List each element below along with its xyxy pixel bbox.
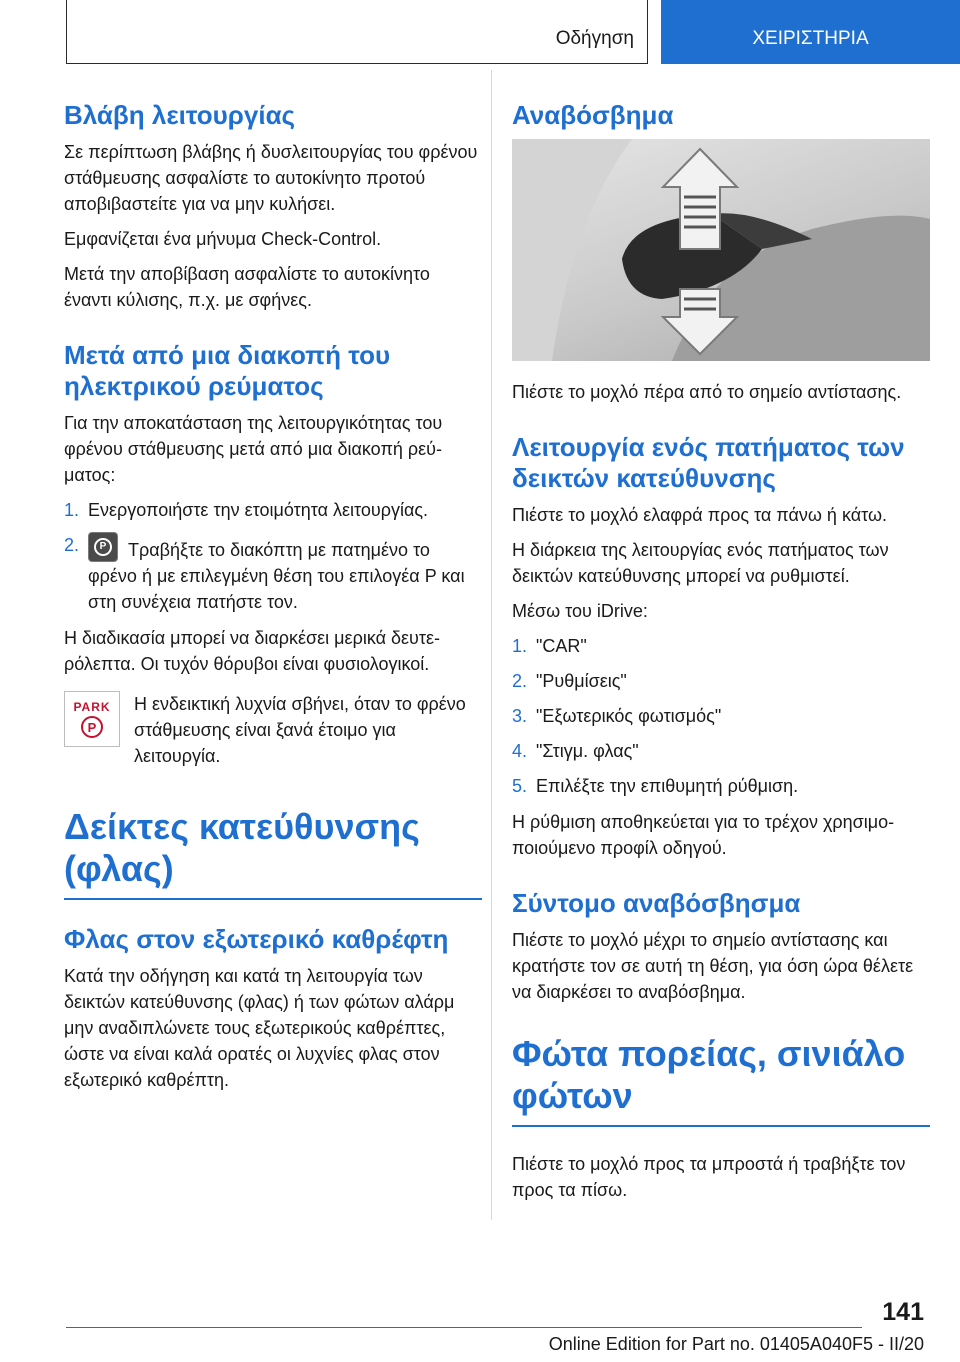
highbeam-p1: Πιέστε το μοχλό προς τα μπροστά ή τραβήξτε τον προς τα πίσω. (512, 1154, 906, 1200)
step-text: "Εξωτερικός φωτισμός" (536, 706, 722, 726)
onetouch-p3: Μέσω του iDrive: (512, 601, 648, 621)
park-indicator-icon (64, 691, 120, 747)
onetouch-p4: Η ρύθμιση αποθηκεύεται για το τρέχον χρησιμοποιούμενο προφίλ οδηγού. (512, 812, 895, 858)
left-column (64, 100, 482, 1102)
column-divider (491, 70, 492, 1220)
step-number: 5. (512, 776, 528, 796)
malfunction-p2: Εμφανίζεται ένα μήνυμα Check-Control. (64, 229, 382, 249)
step-number: 1. (512, 636, 528, 656)
step-number: 2. (512, 671, 528, 691)
header-section: Οδήγηση (555, 28, 634, 49)
malfunction-p3: Μετά την αποβίβαση ασφαλίστε το αυτοκίνητο έναντι κύλισης, π.χ. με σφήνες. (64, 264, 430, 310)
malfunction-p1: Σε περίπτωση βλάβης ή δυσλειτουργίας του φρένου στάθμευσης ασφαλίστε το αυτοκίνητο προτού αποβιβαστείτε για να μην κυλήσει. (64, 142, 478, 214)
onetouch-title: Λειτουργία ενός πατήματος των δεικτών κατεύθυνσης (512, 432, 905, 493)
footer-rule (66, 1327, 862, 1328)
header-chapter-tab (661, 0, 960, 64)
footer-edition: Online Edition for Part no. 01405A040F5 - II/20 (548, 1334, 924, 1354)
onetouch-p2: Η διάρκεια της λειτουργίας ενός πατήματος των δεικτών κατεύθυνσης μπορεί να ρυθμιστεί. (512, 540, 889, 586)
turn-signal-lever-photo (512, 139, 930, 361)
highbeam-title: Φώτα πορείας, σινιάλο φώτων (512, 1033, 906, 1116)
section-rule (512, 1125, 930, 1127)
list-item (512, 668, 930, 694)
step-text: "CAR" (536, 636, 587, 656)
list-item (64, 532, 482, 615)
power-p2: Η διαδικασία μπορεί να διαρκέσει μερικά δευτερόλεπτα. Οι τυχόν θόρυβοι είναι φυσιολογικοί. (64, 628, 441, 674)
section-rule (64, 898, 482, 900)
step-number: 4. (512, 741, 528, 761)
list-item (512, 703, 930, 729)
list-item (512, 633, 930, 659)
mirror-turn-title: Φλας στον εξωτερικό καθρέφτη (64, 924, 449, 954)
step-number: 2. (64, 535, 80, 555)
header-chapter: ΧΕΙΡΙΣΤΗΡΙΑ (752, 28, 869, 49)
lever-illustration (512, 139, 930, 361)
power-steps (64, 497, 482, 615)
step-number: 1. (64, 500, 80, 520)
power-title: Μετά από μια διακοπή του ηλεκτρικού ρεύματος (64, 340, 391, 401)
park-icon-symbol: P (81, 716, 103, 738)
list-item (64, 497, 482, 523)
step-text: Ενεργοποιήστε την ετοιμότητα λειτουργίας. (88, 500, 429, 520)
right-column (512, 100, 930, 1212)
list-item (512, 773, 930, 799)
step-content (88, 532, 482, 615)
park-indicator-text: Η ενδεικτική λυχνία σβήνει, όταν το φρένο στάθμευσης είναι ξανά έτοιμο για λειτουργία. (134, 694, 466, 766)
activate-title: Αναβόσβημα (512, 100, 674, 130)
step-text: Επιλέξτε την επιθυμητή ρύθμιση. (536, 776, 799, 796)
step-number: 3. (512, 706, 528, 726)
brief-flash-title: Σύντομο αναβόσβησμα (512, 888, 801, 918)
step-text: "Ρυθμίσεις" (536, 671, 627, 691)
park-indicator-note (64, 691, 482, 778)
turn-signals-title: Δείκτες κατεύθυνσης (φλας) (64, 806, 420, 889)
step-text: "Στιγμ. φλας" (536, 741, 639, 761)
brief-flash-p1: Πιέστε το μοχλό μέχρι το σημείο αντίστασης και κρατήστε τον σε αυτή τη θέση, για όση ώρα θέλετε να διαρκέσει το αναβόσβημα. (512, 930, 914, 1002)
power-p1: Για την αποκατάσταση της λειτουργικότητας του φρένου στάθμευσης μετά από μια διακοπή ρεύματος: (64, 413, 443, 485)
onetouch-p1: Πιέστε το μοχλό ελαφρά προς τα πάνω ή κάτω. (512, 505, 888, 525)
list-item (512, 738, 930, 764)
page-number: 141 (882, 1298, 924, 1326)
activate-caption: Πιέστε το μοχλό πέρα από το σημείο αντίστασης. (512, 382, 902, 402)
idrive-steps (512, 633, 930, 799)
mirror-turn-p1: Κατά την οδήγηση και κατά τη λειτουργία των δεικτών κατεύθυνσης (φλας) ή των φώτων αλάρμ μην αναδιπλώνετε τους εξωτερικούς καθρέπτες, ώστε να είναι καλά ορατές οι λυχνίες φλας στον εξωτερικό καθρέπτη. (64, 966, 455, 1090)
parking-brake-switch-icon: P (88, 532, 118, 562)
park-icon-label: PARK (73, 699, 111, 714)
step-text: Τραβήξτε το διακόπτη με πατημένο το φρένο ή με επιλεγμένη θέση του επιλογέα P και στη συνέχεια πατήστε τον. (88, 540, 465, 612)
malfunction-title: Βλάβη λειτουργίας (64, 100, 296, 130)
